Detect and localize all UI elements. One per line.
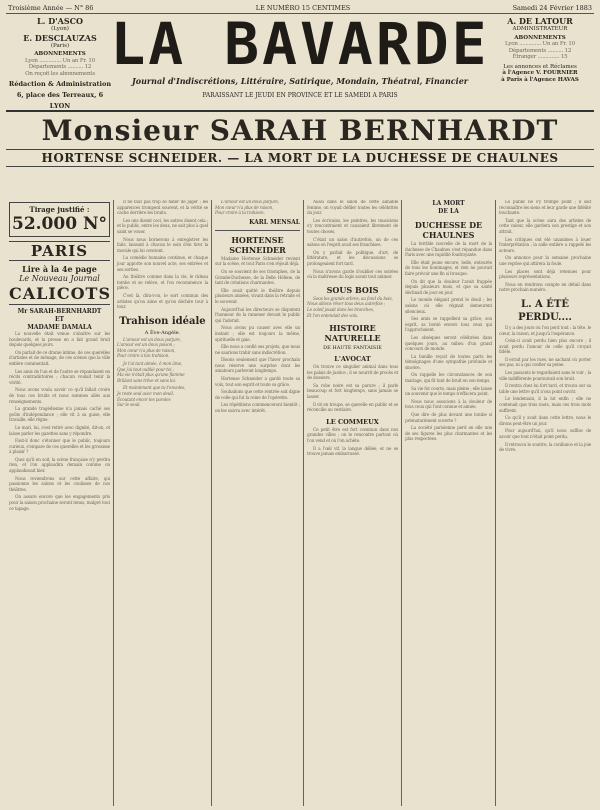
read-page-notice: Lire à la 4e page: [22, 264, 97, 274]
issue-price: LE NUMÉRO 15 CENTIMES: [255, 4, 351, 12]
poem-text: L'amour est un doux parjure, L'amour est un doux poison ; Mon cœur n'a plus de raison, Pour croire à ton trahison. Je t'ai tant aimée, ô mon âme, Que j'ai tout oublié pour toi ; Ma vie n'était plus qu'une flamme Brûlant sans trêve et sans loi. Et maintenant que tu t'envoles, Je reste seul avec mon deuil, Écoutant encor tes paroles Sur le seuil.: [117, 337, 186, 409]
poem-dedication: A Ève-Angèle.: [144, 329, 181, 336]
circulation-label: Tirage justifié :: [29, 205, 90, 214]
article-text: La nouvelle était venue s'abattre sur les boulevards, et la presse en a fait grand bruit depuis quelques jours. On parlait de ce drame intime, de ces querelles d'artistes et de ménage, de ces scènes que la ville entière commentait. Les amis de l'un et de l'autre se répandaient en récits contradictoires ; chacun voulait tenir la vérité. Nous avons voulu savoir ce qu'il fallait croire de tous ces bruits et nous sommes allés aux renseignements. La grande tragédienne n'a jamais caché ses goûts d'indépendance ; elle vit à sa guise, elle travaille, elle règne. Le mari, lui, s'est retiré avec dignité, dit-on, et laisse parler les gazettes sans y répondre. Faut-il donc s'étonner que le public, toujours curieux, s'empare de ces querelles et les grossisse à plaisir ? Quoi qu'il en soit, la scène française n'y perdra rien, et l'on applaudira demain comme on applaudissait hier. Nous reviendrons sur cette affaire, qui passionne les salons et les coulisses de nos théâtres. On assure encore que les engagements pris pour la saison prochaine seront tenus, malgré tout ce tapage.: [9, 332, 110, 512]
column-4-text: Aussi dans le salon de cette aimable femme, on voyait défiler toutes les célébrités du jour. Les écrivains, les peintres, les musiciens s'y rencontraient et causaient librement de toutes choses. C'était un salon d'autrefois, un de ces salons où l'esprit avait ses franchises. On y parlait de politique, d'art, de littérature, et les discussions se prolongeaient fort tard. Nous n'avons garde d'oublier ces soirées où la maîtresse du logis savait tout animer.: [307, 200, 398, 281]
poem-title: Trahison idéale: [119, 315, 206, 327]
circulation-number: 52.000 N°: [11, 214, 108, 234]
office-city: LYON: [49, 102, 71, 110]
avocat-text: On trouve ce singulier animal dans tous les palais de justice ; il se nourrit de procès et de dossiers. Sa robe noire est sa parure ; il parle beaucoup et fort longtemps, sans jamais se lasser. Il vit en troupe, se querelle en public et se réconcilie au vestiaire.: [307, 365, 398, 414]
ads-agency-2: à Paris à l'Agence HAVAS: [501, 76, 579, 83]
director-name: L. D'ASCO: [37, 16, 83, 26]
hortense-title: HORTENSE SCHNEIDER: [229, 234, 286, 255]
column-4: [304, 200, 402, 806]
commeux-title: LE COMMEUX: [326, 417, 379, 426]
column-3-verse: L'amour est un doux parjure, Mon cœur n'a plus de raison, Pour croire à ta trahison.: [215, 200, 279, 217]
sous-bois-title: SOUS BOIS: [326, 284, 379, 295]
column-2-text: Il ne faut pas trop se hâter de juger ; les apparences trompent souvent, et la vérité se cache derrière les bruits. Les uns disent ceci, les autres disent cela ; et le public, entre les deux, ne sait plus à quel saint se vouer. Nous nous bornerons à enregistrer les faits, laissant à chacun le soin d'en tirer la morale qui lui convient. La comédie humaine continue, et chaque jour apporte son nouvel acte, ses entrées et ses sorties. Au théâtre comme dans la vie, le rideau tombe et se relève, et l'on recommence la pièce. C'est là, dira-t-on, le sort commun des artistes qu'on aime et qu'on déchire tour à tour.: [117, 200, 208, 311]
subscriptions-heading: ABONNEMENTS: [34, 51, 86, 57]
obituary-text: La terrible nouvelle de la mort de la duchesse de Chaulnes s'est répandue dans Paris avec une rapidité foudroyante. Elle était jeune encore, belle, entourée de tous les hommages, et rien ne pouvait faire prévoir une fin si brusque. On dit que la douleur l'avait frappée depuis plusieurs mois, et que sa santé déclinait de jour en jour. Le monde élégant prend le deuil ; les salons où elle régnait demeurent silencieux. Ses amis se rappellent sa grâce, son esprit, sa bonté envers tous ceux qui l'approchaient. Les obsèques seront célébrées dans quelques jours, au milieu d'un grand concours de monde. La famille reçoit de toutes parts les témoignages d'une sympathie profonde et sincère. On rappelle les circonstances de son mariage, qui fit tant de bruit en son temps. Sa vie fut courte, mais pleine ; elle laisse un souvenir que le temps n'effacera point. Nous nous associons à la douleur de tous ceux qui l'ont connue et aimée. Que dire de plus devant une tombe si prématurément ouverte ? La société parisienne perd en elle une de ses figures les plus charmantes et les plus respectées.: [405, 242, 492, 443]
masthead-left-box: [6, 16, 114, 110]
publication-schedule: PARAISSANT LE JEUDI EN PROVINCE ET LE SAMEDI A PARIS: [202, 92, 398, 99]
obituary-title: DUCHESSE DE CHAULNES: [414, 220, 483, 240]
obituary-heading-1: LA MORT: [432, 200, 465, 207]
newspaper-subtitle: Journal d'Indiscrétions, Littéraire, Satirique, Mondain, Théatral, Financier: [131, 76, 469, 86]
column-3: [212, 200, 304, 806]
paris-banner: PARIS: [9, 241, 110, 261]
lost-text: Il y a des jours où l'on perd tout : la tête, le cœur, la raison, et jusqu'à l'espérance. Celui-ci avait perdu bien plus encore ; il avait perdu l'amour de celle qu'il croyait fidèle. Il errait par les rues, ne sachant où porter ses pas, ni à qui confier sa peine. Les passants le regardaient sans le voir ; la ville indifférente poursuivait son bruit. Il rentra chez lui fort tard, et trouva sur sa table une lettre qu'il n'osa point ouvrir. Le lendemain, il la lut enfin ; elle ne contenait que trois mots, mais ces trois mots suffirent. Ce qu'il y avait dans cette lettre, nous le dirons peut-être un jour. Pour aujourd'hui, qu'il nous suffise de savoir que tout n'était point perdu. Il retrouva le sourire, la confiance et la joie de vivre.: [499, 325, 591, 454]
ads-agency-1: à l'Agence V. FOURNIER: [502, 70, 578, 76]
new-journal-label: Le Nouveau Journal: [19, 274, 100, 283]
commeux-text: Ce petit être est fort commun dans nos grandes villes ; on le rencontre partout où l'on vend et où l'on achète. Il a l'œil vif, la langue déliée, et ne se trouve jamais embarrassé.: [307, 427, 398, 458]
column-5: [402, 200, 496, 806]
divider: [215, 230, 300, 231]
newspaper-title: LA BAVARDE: [110, 10, 490, 78]
avocat-title: L'AVOCAT: [334, 355, 371, 364]
natural-history-title: HISTOIRE NATURELLE: [324, 323, 381, 344]
issue-date: Samedi 24 Février 1883: [512, 4, 592, 12]
office-label: Rédaction & Administration: [8, 80, 112, 88]
sous-bois-text: Sous les grands arbres, au fond du bois, Nous allions rêver tous deux autrefois ; Le soleil jouait dans les branches, Et l'on entendait des voix.: [307, 296, 393, 319]
office-address: 6, place des Terreaux, 6: [16, 91, 104, 99]
article-heading-2: MADAME DAMALA: [27, 324, 92, 331]
subscriptions-heading-right: ABONNEMENTS: [514, 34, 566, 41]
director-city: (Lyon): [51, 26, 69, 32]
obituary-heading-2: DE LA: [438, 208, 459, 215]
natural-history-subtitle: DE HAUTE FANTAISIE: [323, 345, 382, 352]
subscriptions-text: Lyon .............. Un an Fr. 10 Départements .......... 12 On reçoit les abonnements: [25, 57, 95, 77]
column-6: [496, 200, 594, 806]
article-heading: Mr SARAH-BERNHARDT: [17, 308, 102, 315]
ads-label: Les annonces et Réclames: [503, 63, 577, 70]
column-2: [114, 200, 212, 806]
column-1: [6, 200, 114, 806]
article-columns: [6, 200, 594, 806]
director-name-2: E. DESCLAUZAS: [23, 32, 97, 43]
administrator-name: A. DE LATOUR: [507, 16, 573, 26]
column-6-text: Le public ne s'y trompe point ; il sait reconnaître les siens et leur garde une fidélité touchante. Tant que la scène aura des artistes de cette valeur, elle gardera son prestige et son attrait. Les critiques ont été unanimes à louer l'interprétation ; la salle entière a rappelé les acteurs. On annonce pour la semaine prochaine une reprise qui attirera la foule. Les places sont déjà retenues pour plusieurs représentations. Nous en rendrons compte en détail dans notre prochain numéro.: [499, 200, 591, 294]
poem-signature: KARL MENSAL: [249, 218, 300, 226]
hortense-text: Madame Hortense Schneider revient sur la scène, et tout Paris s'en réjouit déjà. On se souvient de ses triomphes, de la Grande-Duchesse, de la Belle Hélène, de tant de créations charmantes. Elle avait quitté le théâtre depuis plusieurs années, vivant dans la retraite et le souvenir. Aujourd'hui les directeurs se disputent l'honneur de la ramener devant le public qui l'adorait. Nous avons pu causer avec elle un instant ; elle est toujours la même, spirituelle et gaie. Elle nous a confié ses projets, que nous ne saurions trahir sans indiscrétion. Disons seulement que l'hiver prochain nous réserve une surprise dont les amateurs parleront longtemps. Hortense Schneider a gardé toute sa voix, tout son esprit et toute sa grâce. Souhaitons que cette rentrée soit digne de celle qui fut la reine de l'opérette. Les répétitions commenceront bientôt ; on les suivra avec intérêt.: [215, 256, 300, 415]
masthead-right-box: [486, 16, 594, 83]
masthead: [6, 10, 594, 112]
newspaper-page: [6, 4, 594, 806]
lost-title: L. A ÉTÉ PERDU....: [518, 298, 572, 323]
sub-headline: HORTENSE SCHNEIDER. — LA MORT DE LA DUCHESSE DE CHAULNES: [6, 149, 594, 167]
administrator-title: ADMINISTRATEUR: [512, 26, 568, 32]
issue-year: Troisième Année — N° 86: [8, 4, 94, 12]
calicots-title: CALICOTS: [9, 284, 112, 303]
circulation-box: [9, 202, 110, 237]
main-headline: Monsieur SARAH BERNHARDT: [41, 114, 559, 147]
director-city-2: (Paris): [50, 42, 70, 49]
article-heading-et: ET: [54, 316, 65, 323]
subscriptions-text-right: Lyon .............. Un an Fr. 10 Départements .......... 12 Étranger .............. 15: [505, 41, 575, 60]
